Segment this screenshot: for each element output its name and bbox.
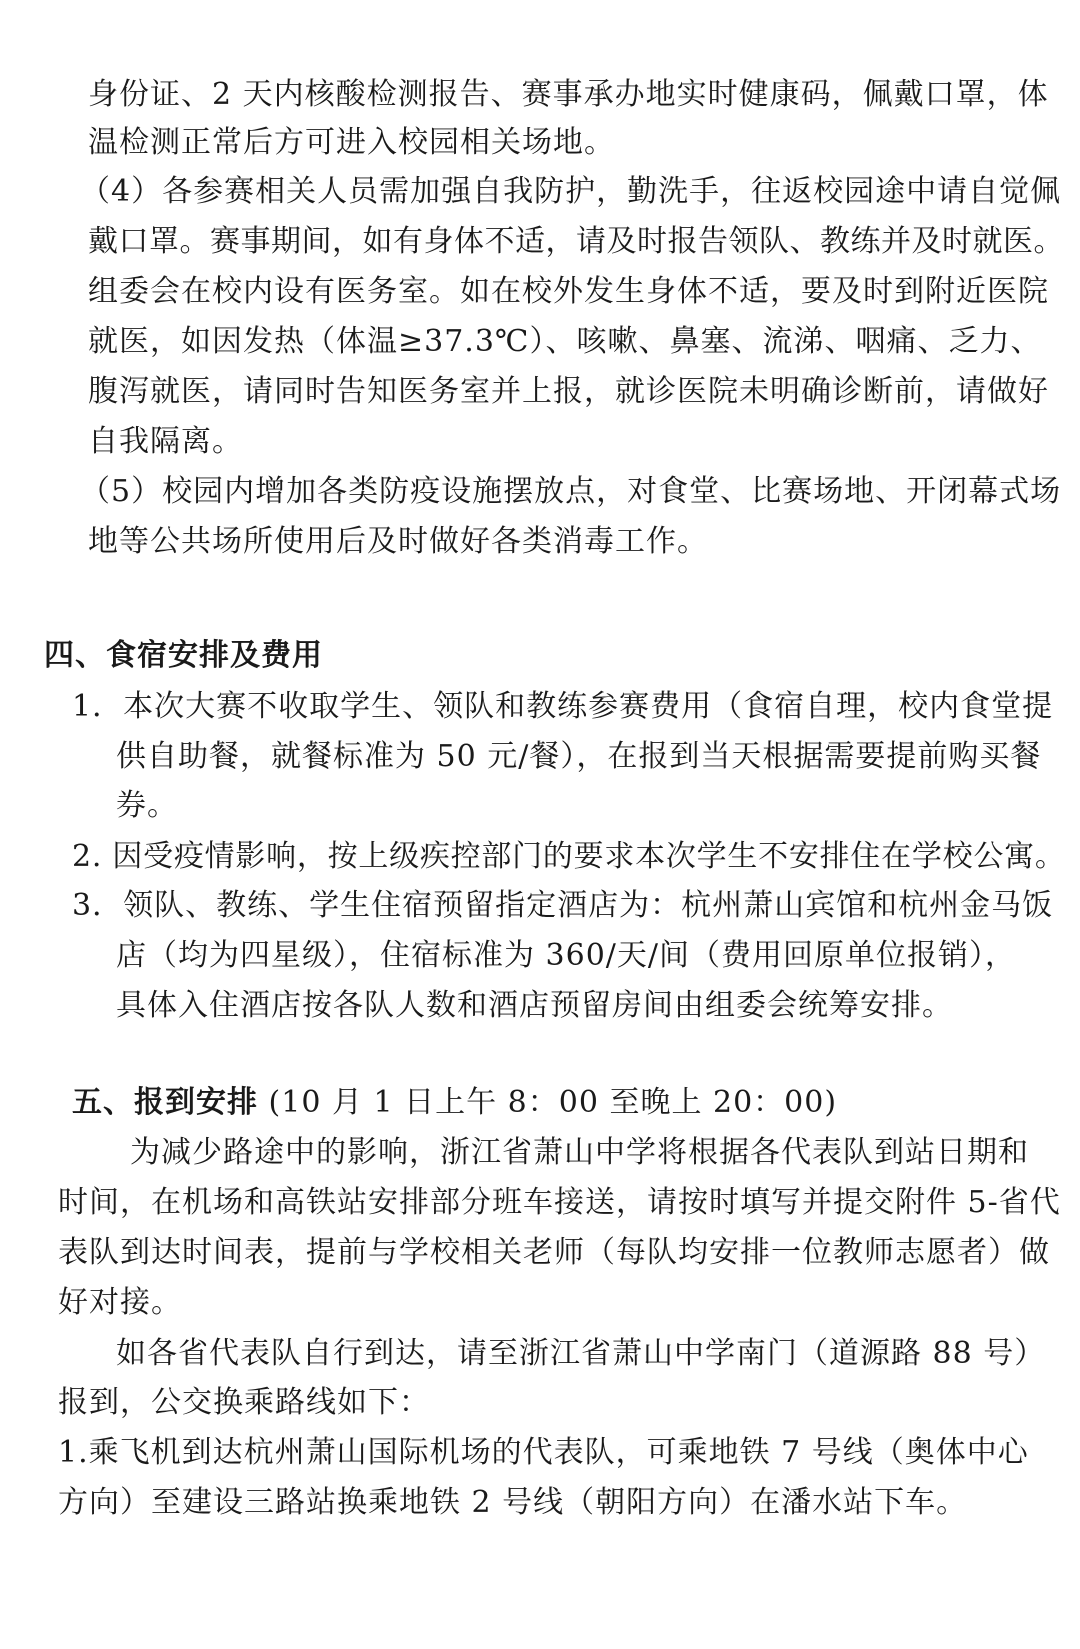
list-item-line: 券。 (116, 788, 178, 823)
paragraph-line: 表队到达时间表，提前与学校相关老师（每队均安排一位教师志愿者）做 (58, 1235, 1050, 1270)
paragraph-line: 好对接。 (58, 1285, 182, 1320)
paragraph-line: 为减少路途中的影响，浙江省萧山中学将根据各代表队到站日期和 (130, 1135, 1029, 1170)
paragraph-line: 就医，如因发热（体温≥37.3℃）、咳嗽、鼻塞、流涕、咽痛、乏力、 (88, 324, 1042, 359)
section-heading-5-time: (10 月 1 日上午 8：00 至晚上 20：00) (268, 1085, 838, 1120)
paragraph-line: 温检测正常后方可进入校园相关场地。 (88, 125, 615, 160)
list-item-line: 供自助餐，就餐标准为 50 元/餐），在报到当天根据需要提前购买餐 (116, 739, 1042, 774)
paragraph-line: 组委会在校内设有医务室。如在校外发生身体不适，要及时到附近医院 (88, 274, 1049, 309)
list-item-line: 1．本次大赛不收取学生、领队和教练参赛费用（食宿自理，校内食堂提 (72, 689, 1054, 724)
list-item-line: 3．领队、教练、学生住宿预留指定酒店为：杭州萧山宾馆和杭州金马饭 (72, 888, 1054, 923)
paragraph-line: 腹泻就医，请同时告知医务室并上报，就诊医院未明确诊断前，请做好 (88, 374, 1049, 409)
paragraph-line: （4）各参赛相关人员需加强自我防护，勤洗手，往返校园途中请自觉佩 (80, 174, 1062, 209)
list-item-line: 1.乘飞机到达杭州萧山国际机场的代表队，可乘地铁 7 号线（奥体中心 (58, 1435, 1029, 1470)
section-heading-5: 五、报到安排 (72, 1085, 258, 1120)
section-heading-4: 四、食宿安排及费用 (44, 638, 323, 673)
list-item-line: 2. 因受疫情影响，按上级疾控部门的要求本次学生不安排住在学校公寓。 (72, 839, 1066, 874)
paragraph-line: （5）校园内增加各类防疫设施摆放点，对食堂、比赛场地、开闭幕式场 (80, 474, 1062, 509)
paragraph-line: 身份证、2 天内核酸检测报告、赛事承办地实时健康码，佩戴口罩，体 (88, 77, 1049, 112)
list-item-line: 具体入住酒店按各队人数和酒店预留房间由组委会统筹安排。 (116, 988, 953, 1023)
section-heading-5-row (72, 1083, 837, 1123)
paragraph-line: 地等公共场所使用后及时做好各类消毒工作。 (88, 524, 708, 559)
paragraph-line: 时间，在机场和高铁站安排部分班车接送，请按时填写并提交附件 5-省代 (58, 1185, 1061, 1220)
paragraph-line: 如各省代表队自行到达，请至浙江省萧山中学南门（道源路 88 号） (116, 1336, 1046, 1371)
paragraph-line: 自我隔离。 (88, 424, 243, 459)
list-item-line: 店（均为四星级），住宿标准为 360/天/间（费用回原单位报销）， (116, 938, 1017, 973)
list-item-line: 方向）至建设三路站换乘地铁 2 号线（朝阳方向）在潘水站下车。 (58, 1485, 968, 1520)
paragraph-line: 报到，公交换乘路线如下： (58, 1385, 430, 1420)
paragraph-line: 戴口罩。赛事期间，如有身体不适，请及时报告领队、教练并及时就医。 (88, 224, 1064, 259)
